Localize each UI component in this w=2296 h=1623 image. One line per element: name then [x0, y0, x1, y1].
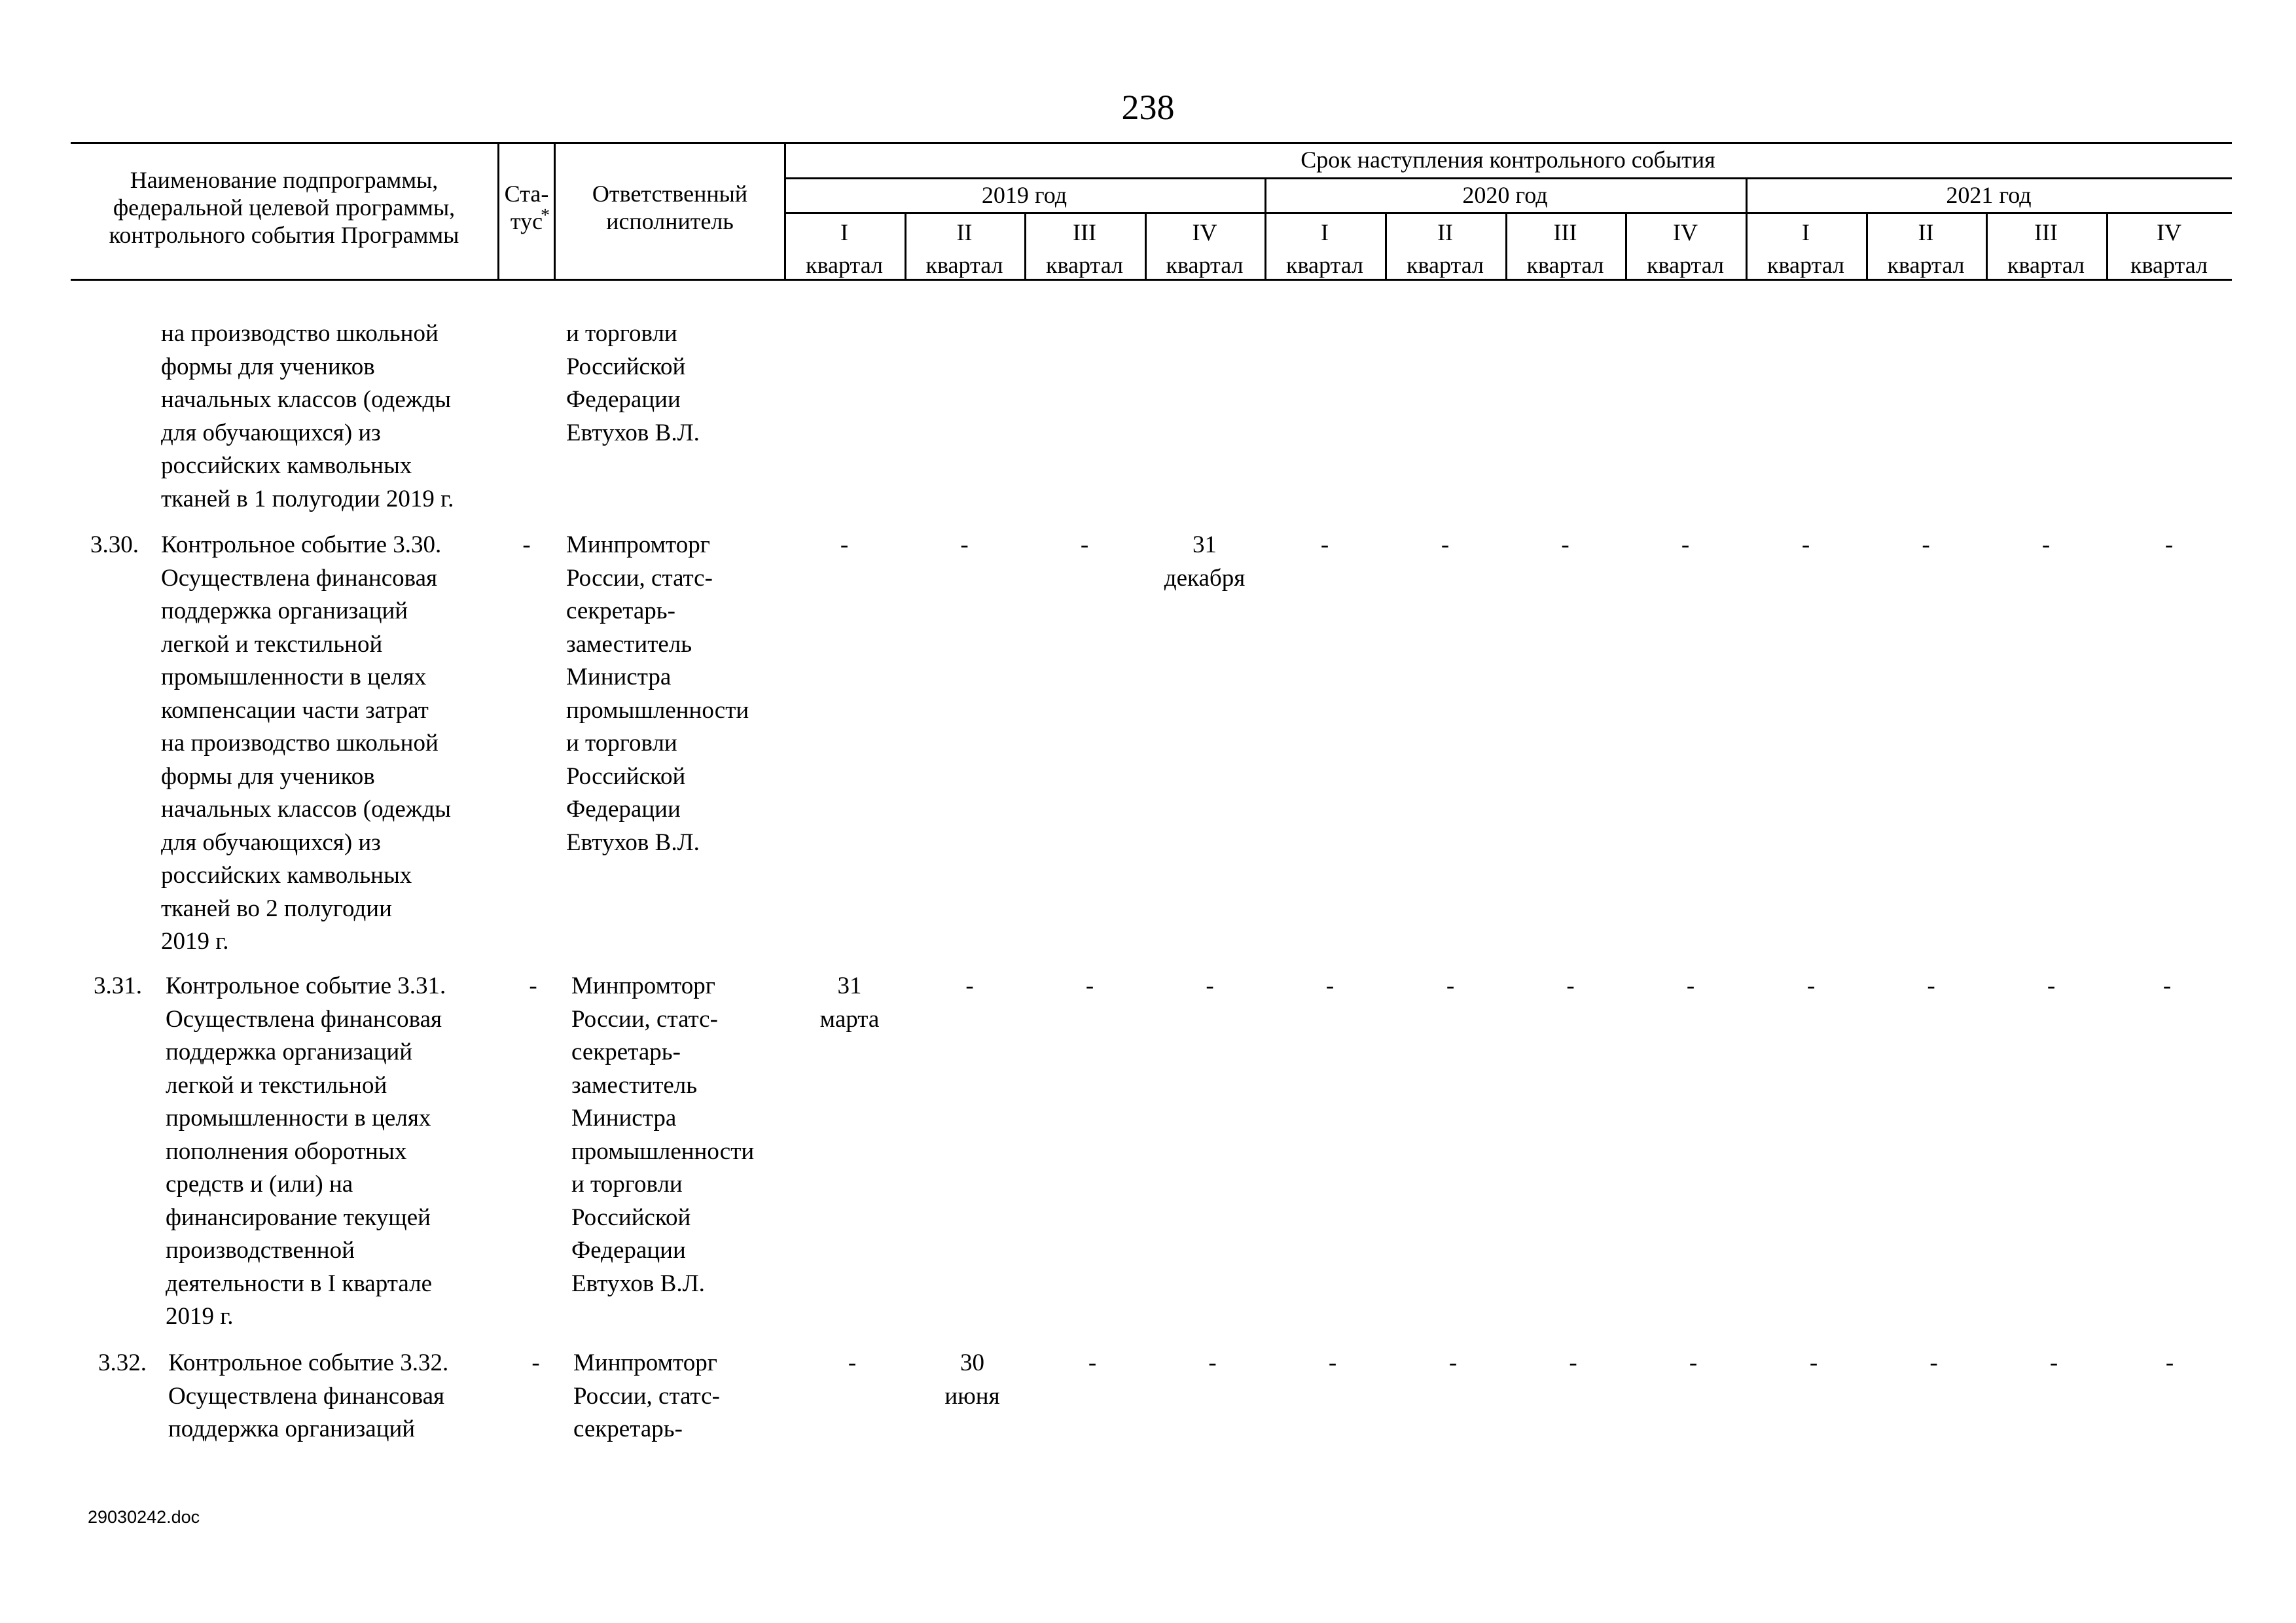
row-quarter-value: -: [840, 531, 849, 558]
row-number: 3.31.: [94, 972, 142, 999]
header-top-rule: [71, 142, 2232, 144]
header-quarter: II квартал: [925, 219, 1003, 278]
row-quarter-value: -: [1806, 972, 1816, 999]
row-quarter-value: 31 марта: [819, 972, 880, 1033]
header-status-column: Ста- тус: [504, 181, 549, 234]
row-quarter-value: -: [2162, 972, 2172, 999]
row-quarter-value: -: [1681, 531, 1690, 558]
row-quarter-value: -: [2165, 1349, 2174, 1376]
row-status: -: [529, 972, 537, 999]
row-executor: и торговли Российской Федерации Евтухов В.Л.: [566, 320, 700, 446]
quarters-rule: [784, 212, 2232, 214]
header-quarter: IV квартал: [2130, 219, 2208, 278]
row-status: -: [531, 1349, 540, 1376]
header-quarter: II квартал: [1407, 219, 1484, 278]
row-quarter-value: -: [2049, 1349, 2058, 1376]
row-quarter-value: -: [848, 1349, 857, 1376]
row-quarter-value: -: [2164, 531, 2174, 558]
row-name: Контрольное событие 3.31. Осуществлена финансовая поддержка организаций легкой и текстильной промышленности в целях пополнения оборотных средств и (или) на финансирование текущей производственной деятельности в I квартале 2019 г.: [166, 972, 446, 1330]
row-quarter-value: -: [1929, 1349, 1938, 1376]
header-year: 2020 год: [1462, 182, 1548, 208]
header-year: 2019 год: [981, 182, 1067, 208]
header-executor-column: Ответственный исполнитель: [592, 181, 748, 234]
row-quarter-value: 31 декабря: [1164, 531, 1246, 592]
header-quarter: I квартал: [1767, 219, 1844, 278]
row-name: на производство школьной формы для учеников начальных классов (одежды для обучающихся) из российских камвольных тканей в 1 полугодии 2019 г.: [161, 320, 454, 512]
row-quarter-value: -: [1569, 1349, 1577, 1376]
row-executor: Минпромторг России, статс- секретарь-: [573, 1349, 720, 1442]
row-quarter-value: -: [1325, 972, 1335, 999]
row-quarter-value: -: [1448, 1349, 1458, 1376]
row-number: 3.32.: [98, 1349, 147, 1376]
row-quarter-value: -: [1561, 531, 1570, 558]
row-quarter-value: -: [2047, 972, 2056, 999]
row-quarter-value: -: [1689, 1349, 1698, 1376]
row-quarter-value: -: [1922, 531, 1930, 558]
row-executor: Минпромторг России, статс- секретарь- заместитель Министра промышленности и торговли Российской Федерации Евтухов В.Л.: [571, 972, 755, 1297]
row-name: Контрольное событие 3.30. Осуществлена финансовая поддержка организаций легкой и текстильной промышленности в целях компенсации части затрат на производство школьной формы для учеников начальных классов (одежды для обучающихся) из российских камвольных тканей во 2 полугодии 2019 г.: [161, 531, 452, 955]
row-quarter-value: -: [1566, 972, 1575, 999]
row-quarter-value: -: [1927, 972, 1935, 999]
row-name: Контрольное событие 3.32. Осуществлена финансовая поддержка организаций: [168, 1349, 449, 1442]
row-quarter-value: -: [1088, 1349, 1097, 1376]
row-quarter-value: 30 июня: [944, 1349, 1000, 1410]
header-quarter: IV квартал: [1647, 219, 1724, 278]
header-year: 2021 год: [1946, 182, 2032, 208]
document-filename: 29030242.doc: [88, 1507, 200, 1527]
row-quarter-value: -: [1208, 1349, 1217, 1376]
row-quarter-value: -: [1080, 531, 1089, 558]
header-name-column: Наименование подпрограммы, федеральной целевой программы, контрольного события Программы: [109, 167, 459, 248]
header-quarter: I квартал: [1286, 219, 1363, 278]
row-quarter-value: -: [1206, 972, 1214, 999]
row-number: 3.30.: [90, 531, 139, 558]
header-quarter: IV квартал: [1166, 219, 1244, 278]
row-quarter-value: -: [1320, 531, 1329, 558]
row-quarter-value: -: [1441, 531, 1450, 558]
header-deadline-column: Срок наступления контрольного события: [1300, 147, 1715, 173]
row-quarter-value: -: [1446, 972, 1455, 999]
row-status: -: [522, 531, 531, 558]
header-quarter: III квартал: [1046, 219, 1123, 278]
row-quarter-value: -: [1686, 972, 1695, 999]
header-status-footnote-mark: *: [541, 205, 550, 226]
row-quarter-value: -: [960, 531, 969, 558]
row-executor: Минпромторг России, статс- секретарь- заместитель Министра промышленности и торговли Российской Федерации Евтухов В.Л.: [566, 531, 749, 856]
row-quarter-value: -: [1801, 531, 1810, 558]
row-quarter-value: -: [2041, 531, 2051, 558]
row-quarter-value: -: [965, 972, 974, 999]
row-quarter-value: -: [1809, 1349, 1818, 1376]
row-quarter-value: -: [1328, 1349, 1337, 1376]
header-quarter: III квартал: [2007, 219, 2085, 278]
row-quarter-value: -: [1085, 972, 1094, 999]
years-rule: [784, 177, 2232, 179]
header-quarter: I квартал: [806, 219, 883, 278]
page-number: 238: [1121, 88, 1175, 127]
header-quarter: II квартал: [1887, 219, 1965, 278]
header-quarter: III квартал: [1526, 219, 1604, 278]
